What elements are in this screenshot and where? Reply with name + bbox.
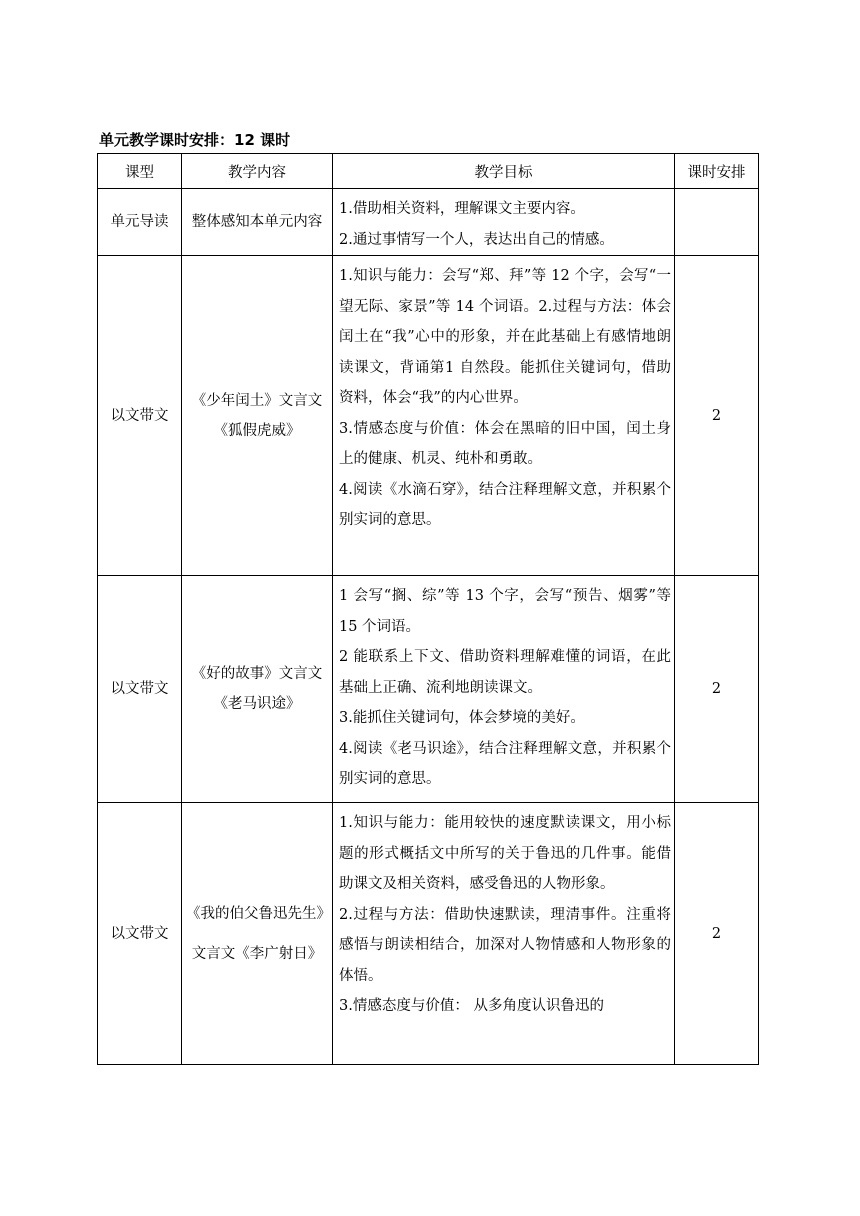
goal-item: 3.情感态度与价值： 从多角度认识鲁迅的: [339, 998, 604, 1014]
lesson-content-cell: [182, 189, 333, 256]
goal-item: 1.知识与能力：会写“郑、拜”等 12 个字，会写“一望无际、家景”等 14 个词语。2.过程与方法：体会闰土在“我”心中的形象，并在此基础上有感情地朗读课文，背诵第1 自然段。能抓住关键词句，借助资料，体会“我”的内心世界。: [339, 268, 671, 406]
column-header-hours: 课时安排: [675, 154, 759, 189]
lesson-goals-cell: [333, 189, 675, 256]
table-row: [98, 256, 759, 576]
lesson-topic: 《少年闰土》文言文《狐假虎威》: [191, 392, 323, 439]
goal-item: 4.阅读《水滴石穿》，结合注释理解文意，并积累个别实词的意思。: [339, 481, 671, 528]
lesson-type-cell: 以文带文: [98, 803, 182, 1065]
lesson-hours-cell: [675, 189, 759, 256]
lesson-type-cell: 单元导读: [98, 189, 182, 256]
goal-item: 3.能抓住关键词句，体会梦境的美好。: [339, 710, 585, 726]
goal-item: 1.知识与能力：能用较快的速度默读课文，用小标题的形式概括文中所写的关于鲁迅的几件事。能借助课文及相关资料，感受鲁迅的人物形象。: [339, 815, 671, 892]
table-row: [98, 576, 759, 803]
goal-item: 2.过程与方法：借助快速默读，理清事件。注重将感悟与朗读相结合，加深对人物情感和人物形象的体悟。: [339, 906, 671, 984]
lesson-content-cell: [182, 803, 333, 1065]
goal-item: 1 会写“搁、综”等 13 个字，会写“预告、烟雾”等 15 个词语。: [339, 588, 671, 635]
lesson-type-cell: 以文带文: [98, 256, 182, 576]
lesson-hours-cell: 2: [675, 803, 759, 1065]
lesson-schedule-table: [97, 153, 759, 1065]
lesson-goals-cell: [333, 803, 675, 1065]
lesson-type-cell: 以文带文: [98, 576, 182, 803]
lesson-goals-cell: [333, 576, 675, 803]
table-row: [98, 189, 759, 256]
lesson-content-cell: [182, 576, 333, 803]
column-header-content: 教学内容: [182, 154, 333, 189]
goal-item: 4.阅读《老马识途》，结合注释理解文意，并积累个别实词的意思。: [339, 740, 671, 787]
lesson-goals-cell: [333, 256, 675, 576]
lesson-content-cell: [182, 256, 333, 576]
lesson-hours-cell: 2: [675, 256, 759, 576]
lesson-topic: 《好的故事》文言文《老马识途》: [191, 666, 323, 712]
column-header-type: 课型: [98, 154, 182, 189]
goal-item: 1.借助相关资料，理解课文主要内容。: [339, 201, 585, 217]
lesson-topic: 文言文《李广射日》: [191, 945, 323, 962]
lesson-topic: 整体感知本单元内容: [191, 214, 323, 230]
lesson-topic: 《我的伯父鲁迅先生》: [186, 905, 331, 922]
table-row: [98, 803, 759, 1065]
column-header-goals: 教学目标: [333, 154, 675, 189]
goal-item: 2.通过事情写一个人，表达出自己的情感。: [339, 231, 614, 248]
goal-item: 2 能联系上下文、借助资料理解难懂的词语，在此基础上正确、流利地朗读课文。: [339, 649, 671, 696]
table-header-row: [98, 154, 759, 189]
schedule-heading: 单元教学课时安排：12 课时: [99, 131, 291, 149]
lesson-hours-cell: 2: [675, 576, 759, 803]
goal-item: 3.情感态度与价值：体会在黑暗的旧中国，闰土身上的健康、机灵、纯朴和勇敢。: [339, 420, 671, 467]
